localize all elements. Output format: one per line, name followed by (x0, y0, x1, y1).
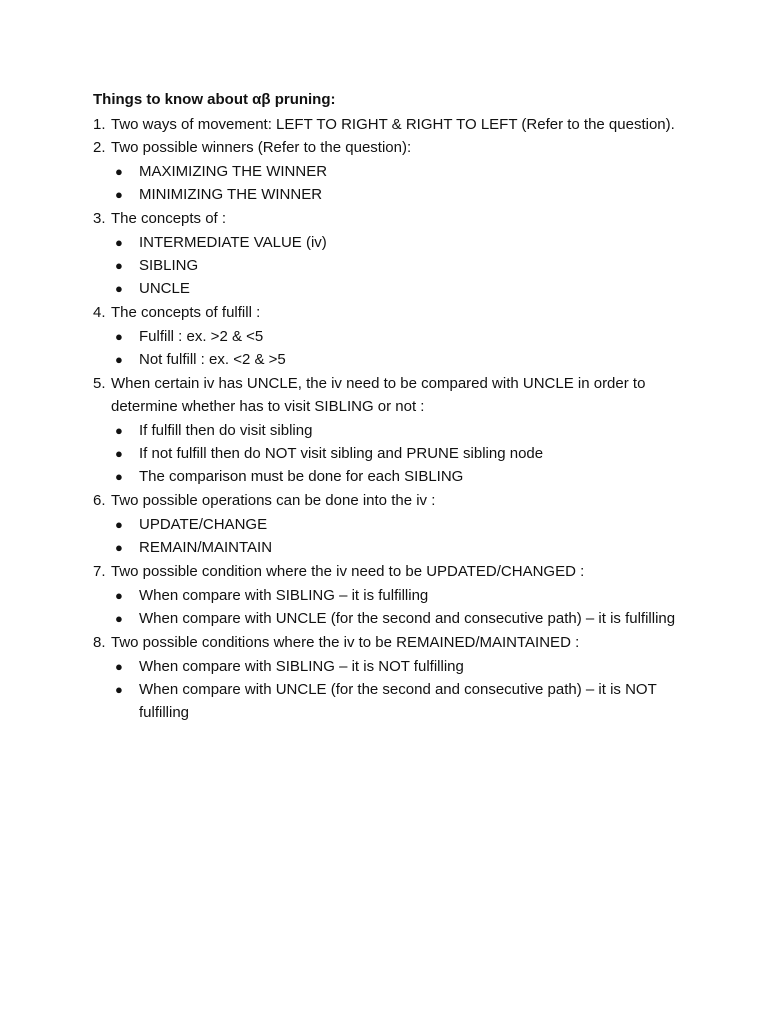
bullet-list (93, 655, 693, 724)
bullet-item (93, 231, 693, 254)
list-item (93, 631, 693, 654)
list-item (93, 207, 693, 230)
bullet-item (93, 536, 693, 559)
bullet-list (93, 231, 693, 300)
list-section (93, 207, 693, 300)
bullet-text: UNCLE (139, 280, 190, 297)
list-section (93, 136, 693, 206)
bullet-list (93, 325, 693, 371)
bullet-icon: ● (115, 611, 123, 626)
item-number: 5. (93, 375, 106, 392)
bullet-text: When compare with SIBLING – it is NOT fulfilling (139, 658, 464, 675)
bullet-item (93, 254, 693, 277)
bullet-text: REMAIN/MAINTAIN (139, 539, 273, 556)
bullet-icon: ● (115, 258, 123, 273)
bullet-icon: ● (115, 469, 123, 484)
list-section (93, 113, 693, 136)
bullet-list (93, 160, 693, 206)
bullet-item (93, 277, 693, 300)
item-number: 2. (93, 139, 106, 156)
bullet-text: When compare with UNCLE (for the second and consecutive path) – it is fulfilling (139, 610, 676, 627)
bullet-icon: ● (115, 540, 123, 555)
bullet-text: If not fulfill then do NOT visit sibling and PRUNE sibling node (139, 445, 544, 462)
item-text: Two possible operations can be done into the iv : (111, 492, 436, 509)
bullet-text: If fulfill then do visit sibling (139, 422, 313, 439)
bullet-list (93, 513, 693, 559)
bullet-icon: ● (115, 423, 123, 438)
item-text: Two possible winners (Refer to the question): (111, 139, 412, 156)
list-item (93, 372, 693, 418)
item-number: 1. (93, 116, 106, 133)
item-number: 6. (93, 492, 106, 509)
bullet-list (93, 419, 693, 488)
bullet-icon: ● (115, 187, 123, 202)
bullet-item (93, 419, 693, 442)
list-section (93, 372, 693, 488)
bullet-text: MINIMIZING THE WINNER (139, 186, 323, 203)
list-section (93, 489, 693, 559)
bullet-item (93, 655, 693, 678)
bullet-icon: ● (115, 352, 123, 367)
bullet-text: MAXIMIZING THE WINNER (139, 163, 328, 180)
item-text: The concepts of fulfill : (111, 304, 261, 321)
bullet-item (93, 325, 693, 348)
item-number: 3. (93, 210, 106, 227)
bullet-item (93, 442, 693, 465)
document-title: Things to know about αβ pruning: (93, 91, 336, 108)
list-item (93, 113, 693, 136)
item-text: Two possible condition where the iv need to be UPDATED/CHANGED : (111, 563, 585, 580)
bullet-icon: ● (115, 659, 123, 674)
bullet-list (93, 584, 693, 630)
document-page (93, 88, 693, 725)
item-text: When certain iv has UNCLE, the iv need to be compared with UNCLE in order to determine whether has to visit SIBLING or not : (111, 375, 646, 415)
bullet-icon: ● (115, 164, 123, 179)
bullet-text: When compare with SIBLING – it is fulfilling (139, 587, 429, 604)
bullet-icon: ● (115, 517, 123, 532)
bullet-item (93, 513, 693, 536)
item-number: 7. (93, 563, 106, 580)
item-number: 4. (93, 304, 106, 321)
bullet-text: Fulfill : ex. >2 & <5 (139, 328, 264, 345)
bullet-icon: ● (115, 235, 123, 250)
bullet-text: When compare with UNCLE (for the second and consecutive path) – it is NOT fulfilling (139, 681, 657, 721)
list-item (93, 136, 693, 159)
list-item (93, 560, 693, 583)
bullet-item (93, 160, 693, 183)
list-section (93, 301, 693, 371)
list-item (93, 489, 693, 512)
bullet-item (93, 348, 693, 371)
list-section (93, 560, 693, 630)
item-number: 8. (93, 634, 106, 651)
bullet-text: The comparison must be done for each SIBLING (139, 468, 464, 485)
bullet-text: Not fulfill : ex. <2 & >5 (139, 351, 286, 368)
item-text: The concepts of : (111, 210, 227, 227)
bullet-icon: ● (115, 329, 123, 344)
bullet-icon: ● (115, 281, 123, 296)
item-text: Two ways of movement: LEFT TO RIGHT & RIGHT TO LEFT (Refer to the question). (111, 116, 675, 133)
list-section (93, 631, 693, 724)
bullet-text: UPDATE/CHANGE (139, 516, 268, 533)
list-item (93, 301, 693, 324)
bullet-item (93, 607, 693, 630)
bullet-icon: ● (115, 682, 123, 697)
item-text: Two possible conditions where the iv to be REMAINED/MAINTAINED : (111, 634, 580, 651)
bullet-item (93, 183, 693, 206)
bullet-icon: ● (115, 588, 123, 603)
bullet-text: INTERMEDIATE VALUE (iv) (139, 234, 327, 251)
bullet-text: SIBLING (139, 257, 199, 274)
bullet-item (93, 584, 693, 607)
bullet-item (93, 465, 693, 488)
bullet-item (93, 678, 693, 724)
bullet-icon: ● (115, 446, 123, 461)
